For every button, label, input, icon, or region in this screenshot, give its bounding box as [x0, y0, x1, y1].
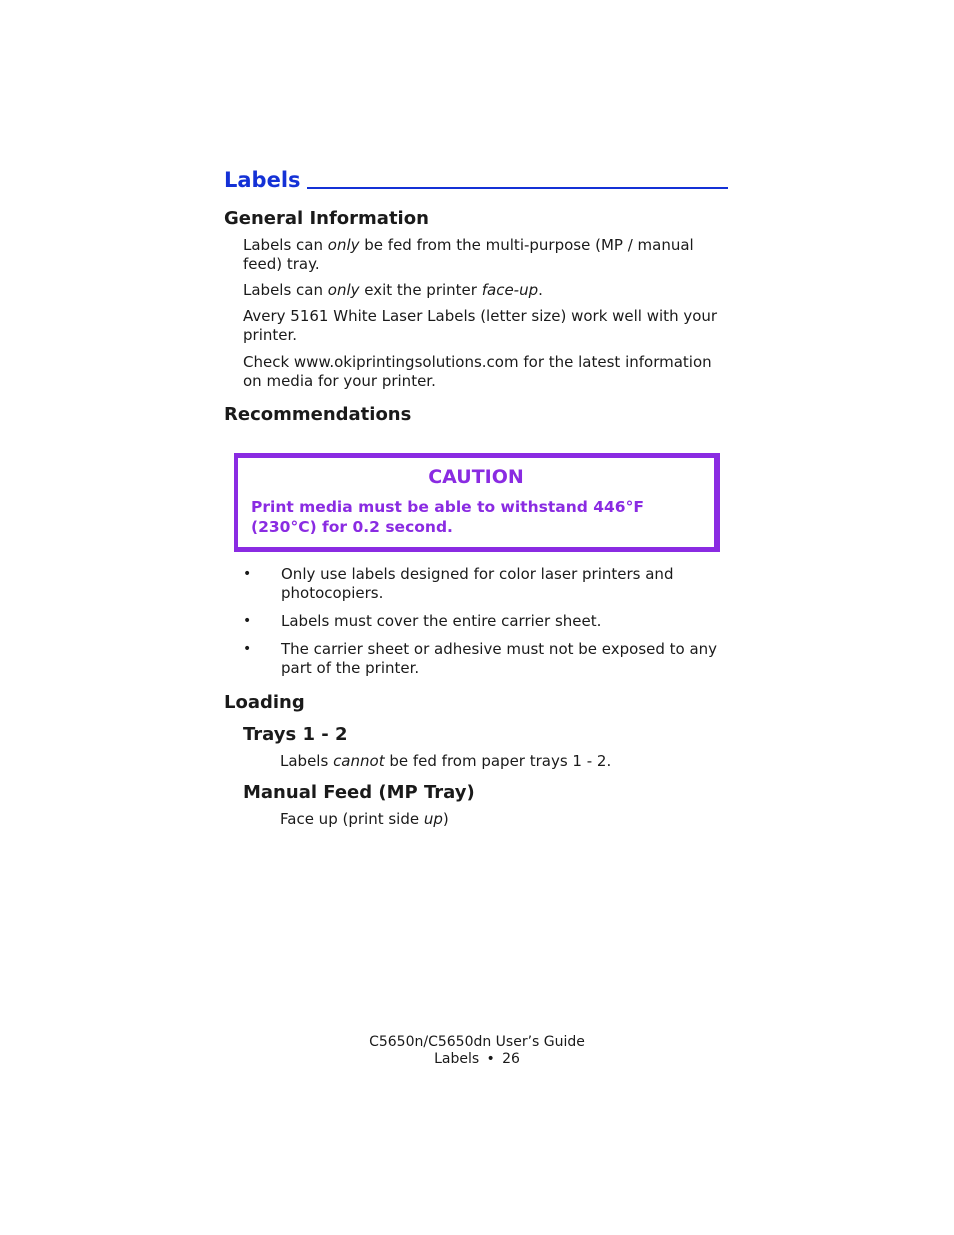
trays-heading: Trays 1 - 2 [243, 724, 348, 745]
list-item [243, 565, 733, 603]
list-item [243, 640, 733, 678]
title-underline [307, 187, 728, 189]
footer-separator: • [486, 1051, 495, 1067]
caution-text: Print media must be able to withstand 446°F (230°C) for 0.2 second. [251, 498, 644, 536]
recommendations-heading: Recommendations [224, 404, 412, 425]
emphasis-only: only [327, 236, 360, 254]
emphasis-face-up: face-up [481, 281, 539, 299]
emphasis-cannot: cannot [333, 752, 385, 770]
manual-feed-paragraph: Face up (print side up) [280, 810, 449, 828]
page-title [224, 168, 728, 192]
general-paragraph-3: Avery 5161 White Laser Labels (letter size) work well with your printer. [243, 307, 718, 344]
general-paragraph-4: Check www.okiprintingsolutions.com for the latest information on media for your printer. [243, 353, 712, 390]
general-paragraph-2: Labels can only exit the printer face-up. [243, 281, 543, 299]
loading-heading: Loading [224, 692, 305, 713]
footer-page-number: 26 [502, 1051, 520, 1067]
bullet-icon: • [243, 566, 252, 582]
list-item-text: Labels must cover the entire carrier sheet. [281, 612, 602, 630]
general-information-heading: General Information [224, 208, 429, 229]
footer-section: Labels [434, 1051, 480, 1067]
list-item-text: The carrier sheet or adhesive must not be exposed to any part of the printer. [281, 640, 718, 677]
trays-paragraph: Labels cannot be fed from paper trays 1 - 2. [280, 752, 612, 770]
caution-title: CAUTION [428, 466, 524, 488]
emphasis-up: up [423, 810, 443, 828]
manual-feed-heading: Manual Feed (MP Tray) [243, 782, 475, 803]
bullet-icon: • [243, 641, 252, 657]
footer-page-info [0, 1050, 954, 1068]
caution-box [234, 453, 720, 552]
general-paragraph-1: Labels can only be fed from the multi-purpose (MP / manual feed) tray. [243, 236, 694, 273]
footer-guide-title: C5650n/C5650dn User’s Guide [369, 1034, 585, 1050]
bullet-icon: • [243, 613, 252, 629]
list-item-text: Only use labels designed for color laser printers and photocopiers. [281, 565, 674, 602]
page-title-text: Labels [224, 168, 301, 192]
emphasis-only: only [327, 281, 360, 299]
list-item [243, 612, 733, 631]
